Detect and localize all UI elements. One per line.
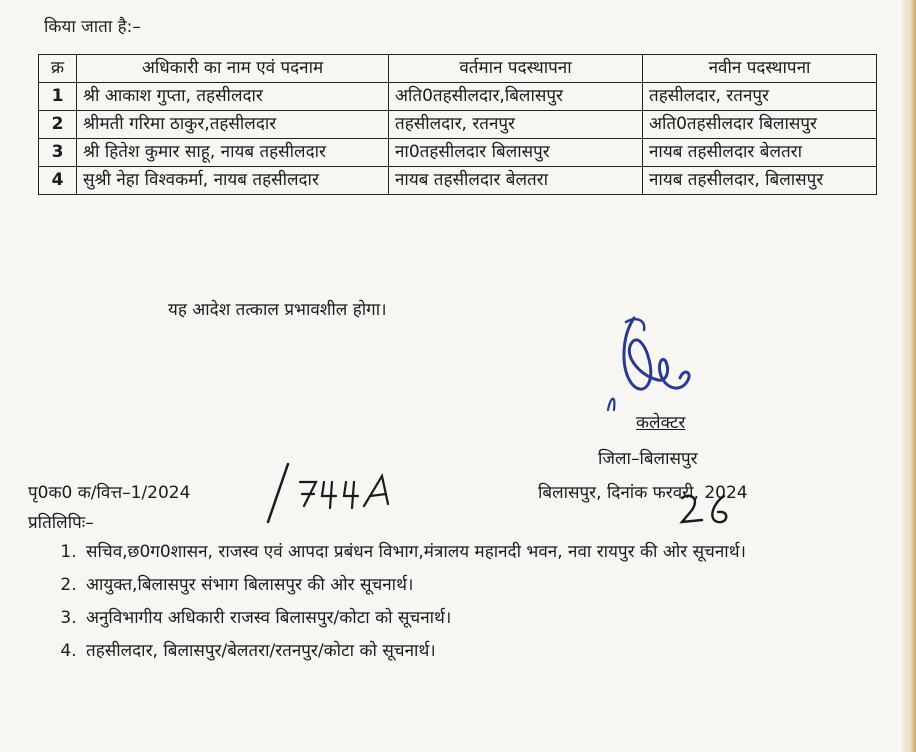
signatory-district: जिला–बिलासपुर	[598, 449, 698, 469]
handwritten-reference	[258, 460, 408, 524]
table-row	[39, 167, 877, 195]
table-row	[39, 111, 877, 139]
handwritten-signature	[596, 306, 716, 416]
reference-number: पृ0क0 क/वित्त–1/2024	[28, 483, 191, 503]
list-item: 2. आयुक्त,बिलासपुर संभाग बिलासपुर की ओर सूचनार्थ।	[82, 569, 882, 602]
cell-new: नायब तहसीलदार बेलतरा	[643, 139, 877, 167]
col-header-current: वर्तमान पदस्थापना	[389, 55, 643, 83]
list-item: 4. तहसीलदार, बिलासपुर/बेलतरा/रतनपुर/कोटा को सूचनार्थ।	[82, 635, 882, 668]
cell-sn: 2	[39, 111, 77, 139]
cell-current: अति0तहसीलदार,बिलासपुर	[389, 83, 643, 111]
table-row	[39, 139, 877, 167]
signatory-designation: कलेक्टर	[636, 413, 686, 433]
place-and-date: बिलासपुर, दिनांक फरवरी, 2024	[538, 483, 748, 503]
col-header-new: नवीन पदस्थापना	[643, 55, 877, 83]
cell-name: श्री हितेश कुमार साहू, नायब तहसीलदार	[77, 139, 389, 167]
cell-new: तहसीलदार, रतनपुर	[643, 83, 877, 111]
table-header-row	[39, 55, 877, 83]
cell-name: सुश्री नेहा विश्वकर्मा, नायब तहसीलदार	[77, 167, 389, 195]
cell-new: नायब तहसीलदार, बिलासपुर	[643, 167, 877, 195]
transfer-table	[38, 54, 877, 195]
cell-current: नायब तहसीलदार बेलतरा	[389, 167, 643, 195]
cell-current: तहसीलदार, रतनपुर	[389, 111, 643, 139]
list-item: 1. सचिव,छ0ग0शासन, राजस्व एवं आपदा प्रबंधन विभाग,मंत्रालय महानदी भवन, नवा रायपुर की ओर सूचनार्थ।	[82, 536, 882, 569]
cell-current: ना0तहसीलदार बिलासपुर	[389, 139, 643, 167]
cell-sn: 1	[39, 83, 77, 111]
copy-to-label: प्रतिलिपिः–	[28, 513, 94, 533]
col-header-sn: क्र	[39, 55, 77, 83]
handwritten-day	[668, 490, 748, 530]
paper-edge	[902, 0, 916, 752]
list-item: 3. अनुविभागीय अधिकारी राजस्व बिलासपुर/कोटा को सूचनार्थ।	[82, 602, 882, 635]
effective-statement: यह आदेश तत्काल प्रभावशील होगा।	[168, 300, 387, 320]
cut-off-heading: किया जाता है:–	[44, 17, 141, 37]
cell-sn: 4	[39, 167, 77, 195]
cell-name: श्री आकाश गुप्ता, तहसीलदार	[77, 83, 389, 111]
cell-sn: 3	[39, 139, 77, 167]
cell-new: अति0तहसीलदार बिलासपुर	[643, 111, 877, 139]
table-row	[39, 83, 877, 111]
cell-name: श्रीमती गरिमा ठाकुर,तहसीलदार	[77, 111, 389, 139]
col-header-name: अधिकारी का नाम एवं पदनाम	[77, 55, 389, 83]
copy-to-list	[52, 536, 882, 668]
